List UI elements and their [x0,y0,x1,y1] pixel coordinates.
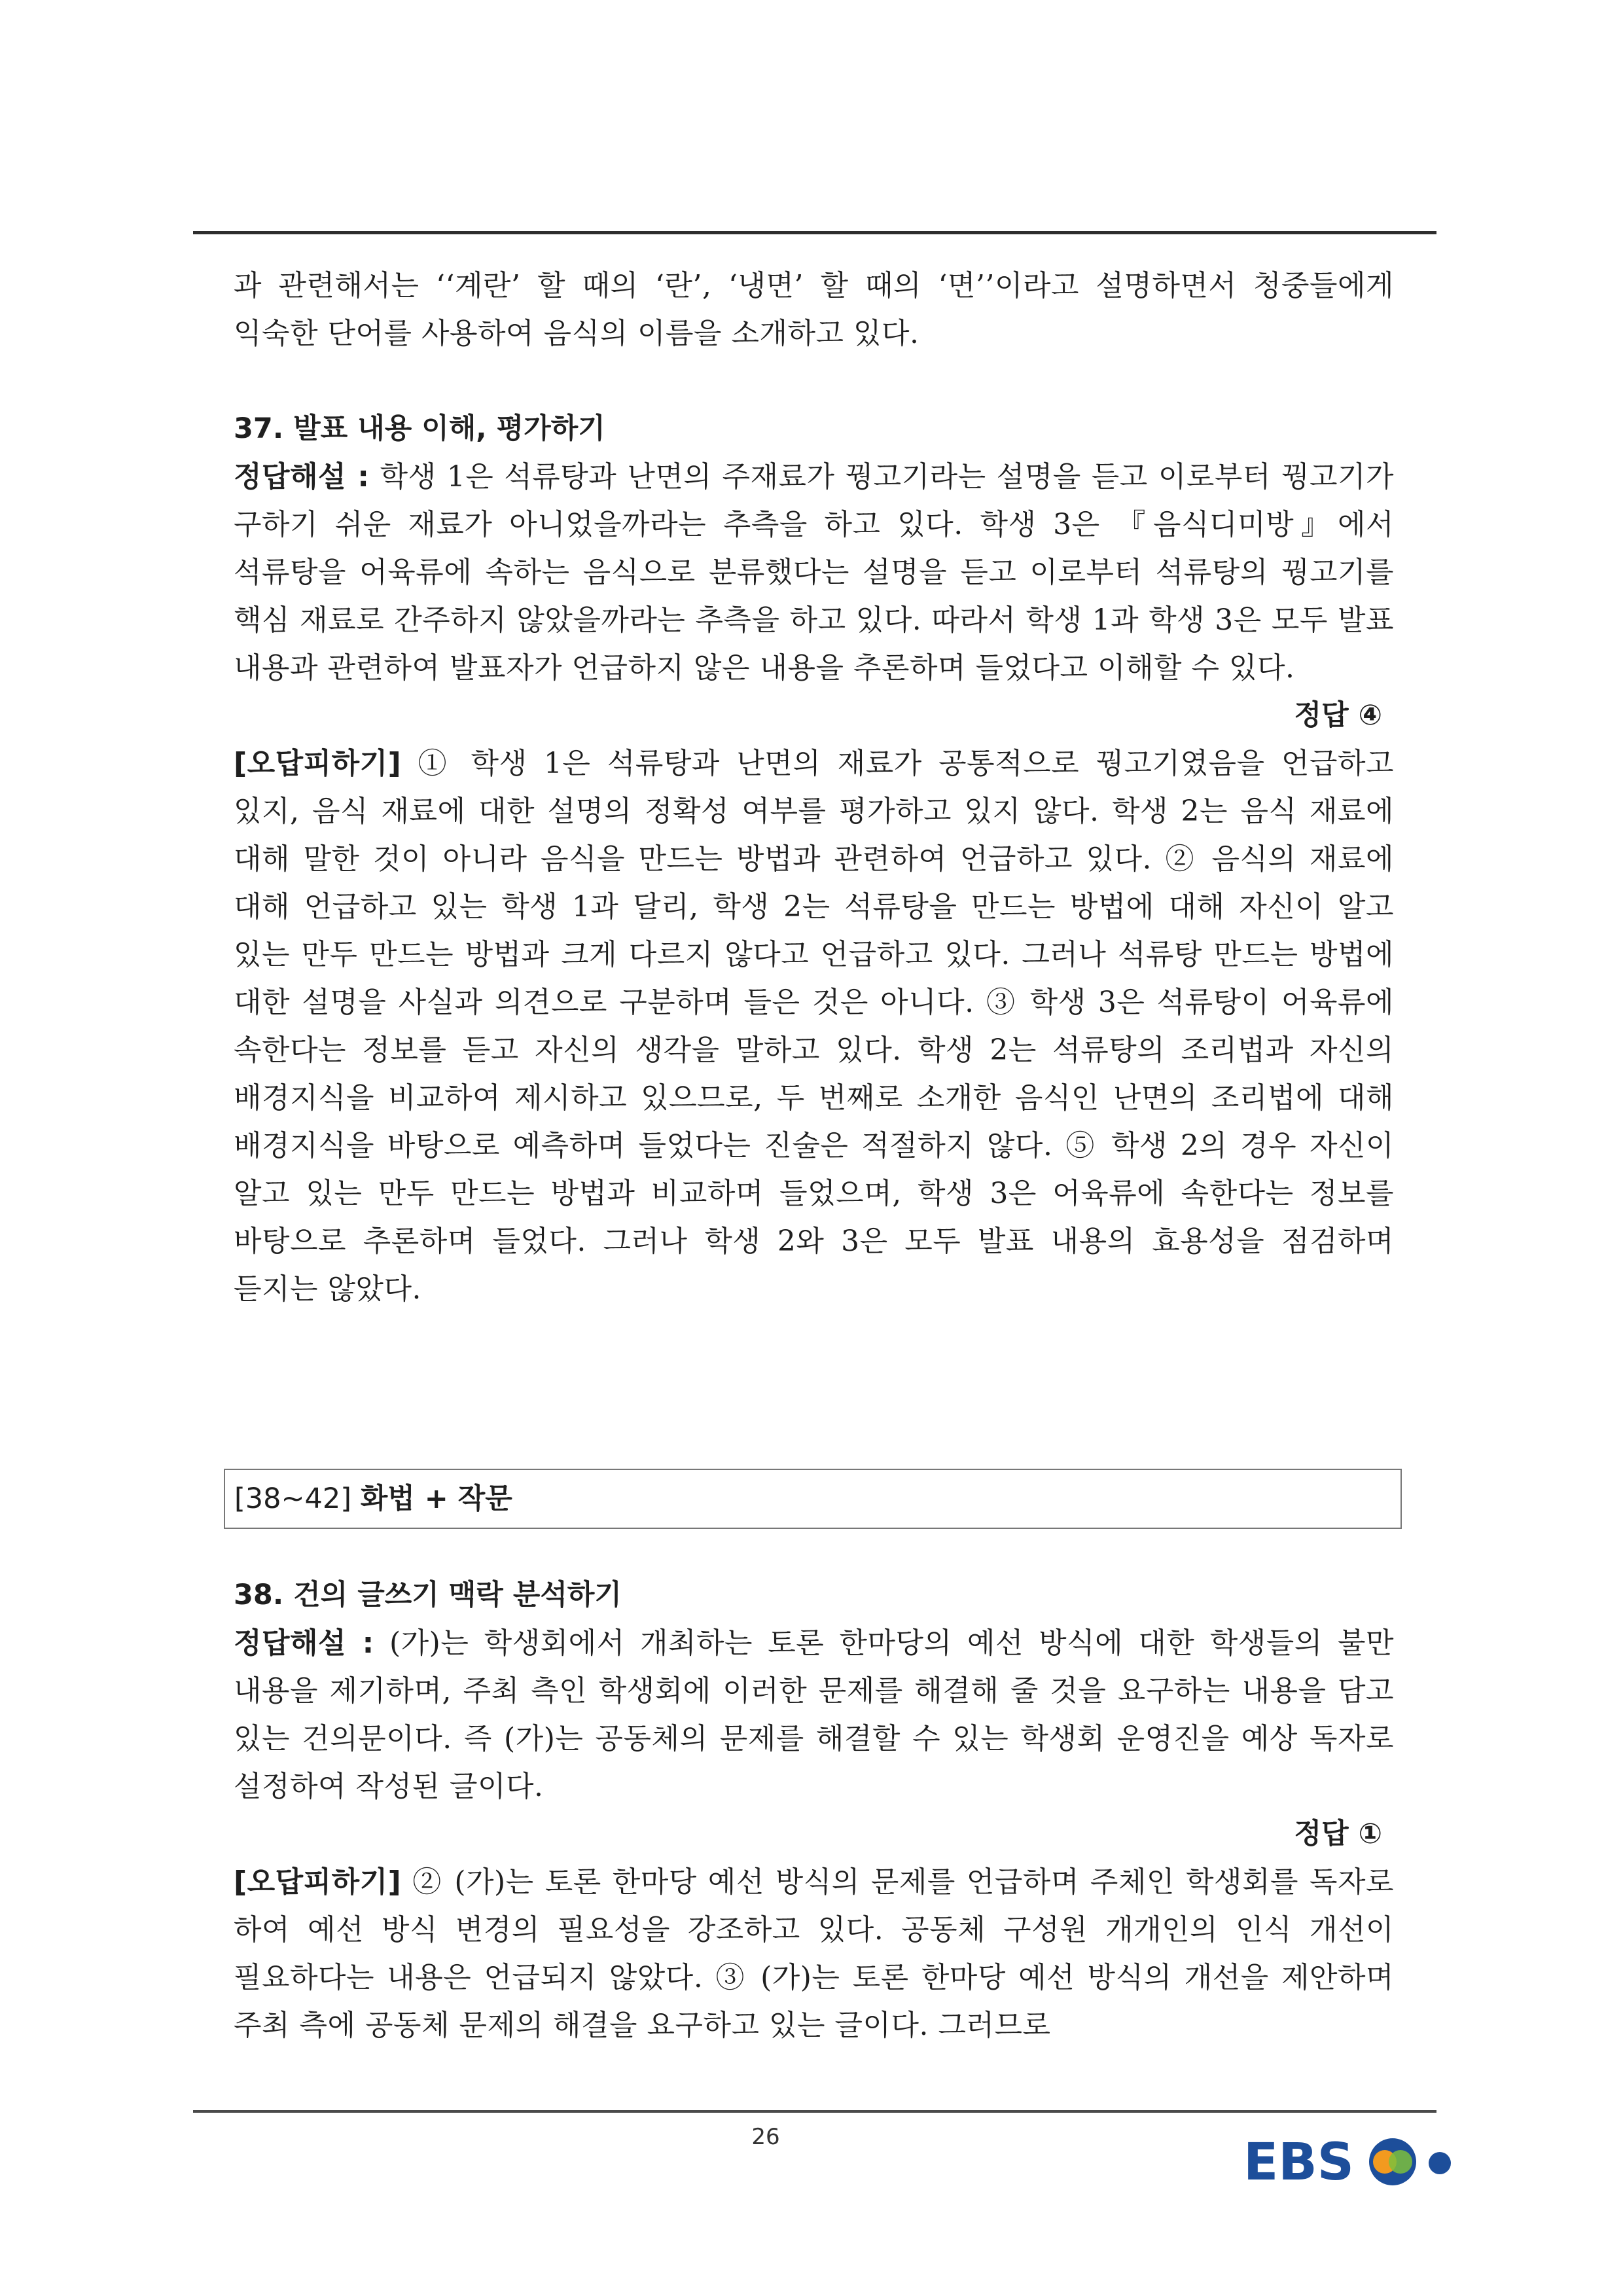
q37-wrong-options [234,740,1394,1313]
q37-wrong-label: [오답피하기] [234,747,402,780]
q38-answer [234,1810,1394,1858]
q38-wrong-text: ② (가)는 토론 한마당 예선 방식의 문제를 언급하며 주체인 학생회를 독자로 하여 예선 방식 변경의 필요성을 강조하고 있다. 공동체 구성원 개개인의 인식 개선이 필요하다는 내용은 언급되지 않았다. ③ (가)는 토론 한마당 예선 방식의 개선을 제안하며 주최 측에 공동체 문제의 해결을 요구하고 있는 글이다. 그러므로 [234,1865,1394,2042]
logo-ring-green [1389,2150,1412,2174]
header-rule [193,231,1436,234]
q38-wrong-label: [오답피하기] [234,1865,402,1899]
q38-explanation [234,1619,1394,1810]
q37-explain-label: 정답해설 : [234,460,370,493]
section-range: [38~42] [234,1482,361,1515]
section-header-box [224,1469,1402,1529]
q38-explain-label: 정답해설 : [234,1626,374,1660]
q37-wrong-text: ① 학생 1은 석류탕과 난면의 재료가 공통적으로 꿩고기였음을 언급하고 있지, 음식 재료에 대한 설명의 정확성 여부를 평가하고 있지 않다. 학생 2는 음식 재료에 대해 말한 것이 아니라 음식을 만드는 방법과 관련하여 언급하고 있다. ② 음식의 재료에 대해 언급하고 있는 학생 1과 달리, 학생 2는 석류탕을 만드는 방법에 대해 자신이 알고 있는 만두 만드는 방법과 크게 다르지 않다고 언급하고 있다. 그러나 석류탕 만드는 방법에 대한 설명을 사실과 의견으로 구분하며 들은 것은 아니다. ③ 학생 3은 석류탕이 어육류에 속한다는 정보를 듣고 자신의 생각을 말하고 있다. 학생 2는 석류탕의 조리법과 자신의 배경지식을 비교하여 제시하고 있으므로, 두 번째로 소개한 음식인 난면의 조리법에 대해 배경지식을 바탕으로 예측하며 들었다는 진술은 적절하지 않다. ⑤ 학생 2의 경우 자신이 알고 있는 만두 만드는 방법과 비교하며 들었으며, 학생 3은 어육류에 속한다는 정보를 바탕으로 추론하며 들었다. 그러나 학생 2와 3은 모두 발표 내용의 효용성을 점검하며 듣지는 않았다. [234,747,1394,1306]
q38-wrong-options [234,1858,1394,2049]
continuation-paragraph: 과 관련해서는 ‘‘계란’ 할 때의 ‘란’, ‘냉면’ 할 때의 ‘면’’이라고 설명하면서 청중들에게 익숙한 단어를 사용하여 음식의 이름을 소개하고 있다. [234,269,1394,350]
q38-title: 38. 건의 글쓰기 맥락 분석하기 [234,1579,622,1611]
q38-answer-text: 정답 ① [1294,1818,1382,1850]
page-body [234,262,1394,1313]
ebs-logo-text: EBS [1243,2133,1354,2192]
q37-answer-text: 정답 ④ [1294,699,1382,732]
q37-answer [234,692,1394,740]
q38-block [234,1571,1394,2049]
q37-explanation [234,453,1394,692]
q38-explain-text: (가)는 학생회에서 개최하는 토론 한마당의 예선 방식에 대한 학생들의 불만 내용을 제기하며, 주최 측인 학생회에 이러한 문제를 해결해 줄 것을 요구하는 내용을 담고 있는 건의문이다. 즉 (가)는 공동체의 문제를 해결할 수 있는 학생회 운영진을 예상 독자로 설정하여 작성된 글이다. [234,1626,1395,1803]
footer-rule [193,2110,1436,2113]
q37-title: 37. 발표 내용 이해, 평가하기 [234,412,605,445]
q37-explain-text: 학생 1은 석류탕과 난면의 주재료가 꿩고기라는 설명을 듣고 이로부터 꿩고기가 구하기 쉬운 재료가 아니었을까라는 추측을 하고 있다. 학생 3은 『음식디미방』에서 석류탕을 어육류에 속하는 음식으로 분류했다는 설명을 듣고 이로부터 석류탕의 꿩고기를 핵심 재료로 간주하지 않았을까라는 추측을 하고 있다. 따라서 학생 1과 학생 3은 모두 발표 내용과 관련하여 발표자가 언급하지 않은 내용을 추론하며 들었다고 이해할 수 있다. [234,460,1394,685]
logo-dot [1429,2152,1451,2174]
ebs-logo [1243,2126,1459,2198]
section-name: 화법 + 작문 [360,1482,512,1515]
page-number: 26 [751,2124,780,2150]
